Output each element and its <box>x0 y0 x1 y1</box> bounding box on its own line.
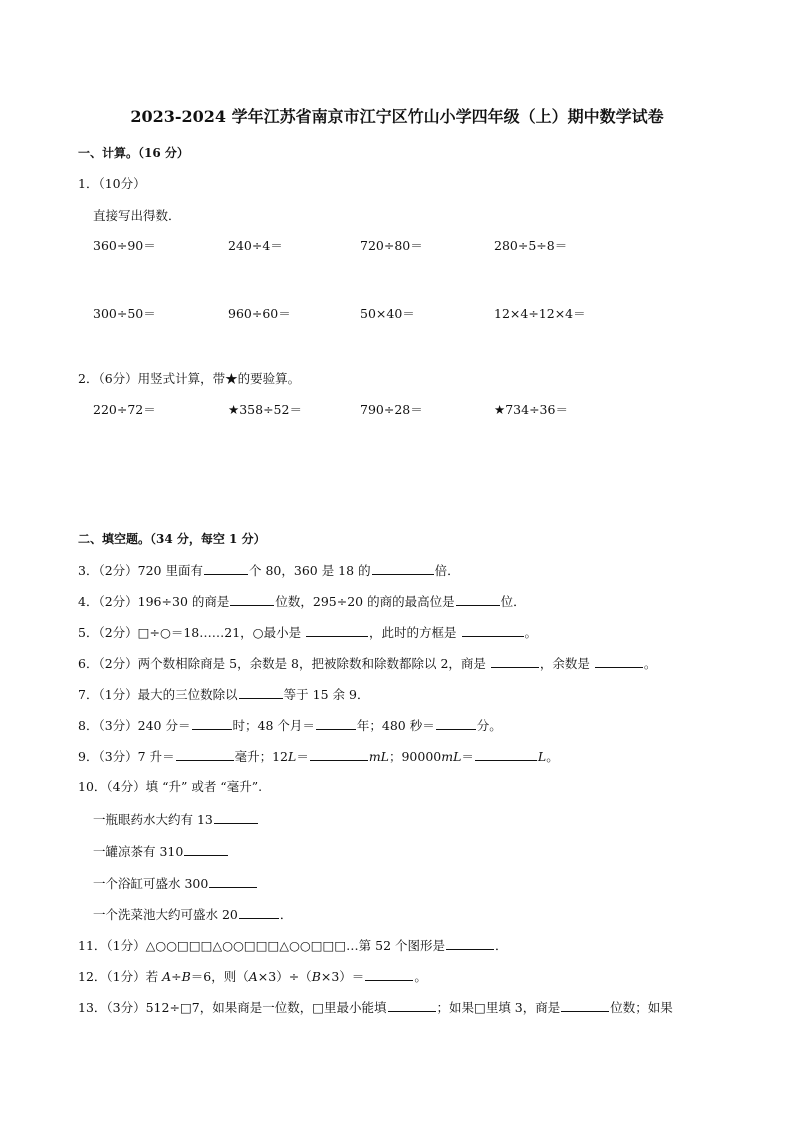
answer-blank[interactable] <box>192 717 232 730</box>
vertical-calc-item: ★734÷36＝ <box>494 402 568 417</box>
answer-blank[interactable] <box>214 811 258 824</box>
answer-blank[interactable] <box>372 562 434 575</box>
question-10-head: 10．（4分）填 “升” 或者 “毫升”. <box>78 779 263 794</box>
question-5: 5．（2分）□÷○＝18……21，○最小是 ，此时的方框是 。 <box>78 625 538 640</box>
question-10-item: 一个浴缸可盛水 300 <box>93 875 258 892</box>
answer-blank[interactable] <box>204 562 248 575</box>
question-9: 9．（3分）7 升＝ 毫升；12L＝ mL；90000mL＝ L。 <box>78 749 559 764</box>
section-heading-calc: 一、计算。（16 分） <box>78 146 189 160</box>
question-6: 6．（2分）两个数相除商是 5，余数是 8，把被除数和除数都除以 2，商是 ，余数是 。 <box>78 656 657 671</box>
vertical-calc-item: 790÷28＝ <box>360 402 423 417</box>
question-10-item: 一罐凉茶有 310 <box>93 843 229 860</box>
vertical-calc-item: 220÷72＝ <box>93 402 156 417</box>
answer-blank[interactable] <box>365 968 413 981</box>
answer-blank[interactable] <box>561 999 609 1012</box>
question-4: 4．（2分）196÷30 的商是 位数，295÷20 的商的最高位是 位． <box>78 594 526 609</box>
oral-calc-item: 50×40＝ <box>360 306 415 321</box>
answer-blank[interactable] <box>475 748 537 761</box>
answer-blank[interactable] <box>462 624 524 637</box>
answer-blank[interactable] <box>595 655 643 668</box>
question-1-head: 1．（10分） <box>78 176 146 191</box>
question-10-item: 一个洗菜池大约可盛水 20 ． <box>93 907 293 922</box>
question-2-head: 2．（6分）用竖式计算，带★的要验算。 <box>78 371 301 386</box>
answer-blank[interactable] <box>456 593 500 606</box>
question-1-instruction: 直接写出得数． <box>93 208 181 223</box>
answer-blank[interactable] <box>184 843 228 856</box>
answer-blank[interactable] <box>310 748 368 761</box>
answer-blank[interactable] <box>176 748 234 761</box>
question-3: 3．（2分）720 里面有 个 80，360 是 18 的 倍． <box>78 563 460 578</box>
question-11: 11．（1分）△○○□□□△○○□□□△○○□□□…第 52 个图形是 ． <box>78 938 508 953</box>
answer-blank[interactable] <box>209 875 257 888</box>
oral-calc-item: 12×4÷12×4＝ <box>494 306 586 321</box>
vertical-calc-item: ★358÷52＝ <box>228 402 302 417</box>
question-12: 12．（1分）若 A÷B＝6，则（A×3）÷（B×3）＝ 。 <box>78 969 427 984</box>
section-heading-fill: 二、填空题。（34 分，每空 1 分） <box>78 532 266 546</box>
answer-blank[interactable] <box>446 937 494 950</box>
question-7: 7．（1分）最大的三位数除以 等于 15 余 9． <box>78 687 370 702</box>
answer-blank[interactable] <box>491 655 539 668</box>
question-10-item: 一瓶眼药水大约有 13 <box>93 811 259 828</box>
answer-blank[interactable] <box>388 999 436 1012</box>
oral-calc-item: 720÷80＝ <box>360 238 423 253</box>
answer-blank[interactable] <box>306 624 368 637</box>
page-title: 2023-2024 学年江苏省南京市江宁区竹山小学四年级（上）期中数学试卷 <box>130 107 664 126</box>
answer-blank[interactable] <box>230 593 274 606</box>
oral-calc-item: 360÷90＝ <box>93 238 156 253</box>
oral-calc-item: 280÷5÷8＝ <box>494 238 568 253</box>
answer-blank[interactable] <box>239 906 279 919</box>
oral-calc-item: 960÷60＝ <box>228 306 291 321</box>
oral-calc-item: 300÷50＝ <box>93 306 156 321</box>
question-8: 8．（3分）240 分＝ 时；48 个月＝ 年；480 秒＝ 分。 <box>78 718 502 733</box>
answer-blank[interactable] <box>316 717 356 730</box>
question-13: 13．（3分）512÷□7，如果商是一位数，□里最小能填 ；如果□里填 3，商是 位数；如果 <box>78 1000 673 1015</box>
answer-blank[interactable] <box>239 686 283 699</box>
oral-calc-item: 240÷4＝ <box>228 238 283 253</box>
answer-blank[interactable] <box>436 717 476 730</box>
